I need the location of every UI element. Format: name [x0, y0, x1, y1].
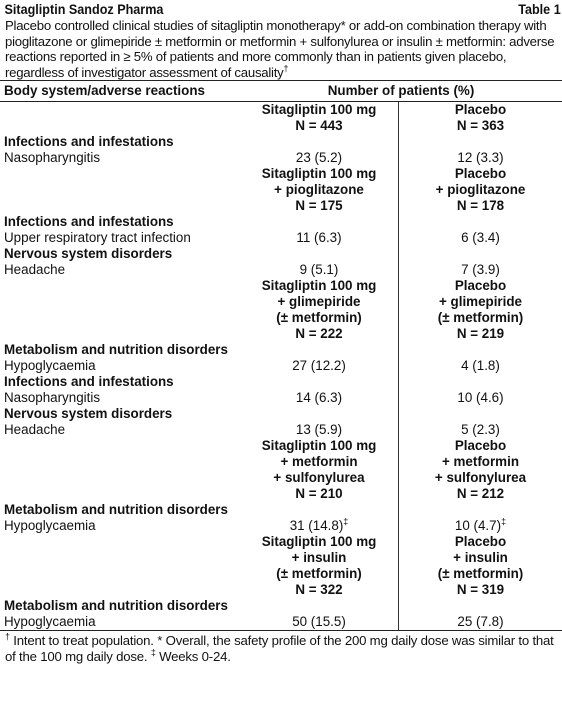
group-header-line: N = 319 [456, 582, 505, 597]
group-header-line: Sitagliptin 100 mg [261, 534, 377, 549]
sitagliptin-group-header [240, 166, 399, 214]
group-header-line: Placebo [454, 438, 507, 453]
system-organ-class-row [0, 374, 562, 390]
system-organ-class-row [0, 342, 562, 358]
adverse-reaction-row [0, 262, 562, 278]
patient-count: 31 (14.8) [289, 518, 344, 533]
system-organ-class-label: Metabolism and nutrition disorders [4, 598, 228, 613]
patient-count: 25 (7.8) [457, 614, 504, 629]
group-header-line: N = 322 [295, 582, 343, 597]
placebo-value-cell [399, 358, 562, 374]
footnote-text-2: Weeks 0-24. [155, 648, 231, 664]
adverse-reaction-label: Upper respiratory tract infection [4, 230, 191, 245]
placebo-group-header [399, 278, 562, 342]
empty-cell [240, 214, 399, 230]
adverse-reaction-label: Hypoglycaemia [4, 358, 96, 373]
adverse-reaction-row [0, 150, 562, 166]
empty-cell [399, 374, 562, 390]
placebo-value-cell [399, 150, 562, 166]
group-header-line: N = 443 [295, 118, 343, 133]
footnote-text-1: Intent to treat population. * Overall, the safety profile of the 200 mg daily dose was similar to that of the 100 mg daily dose. [5, 633, 554, 664]
placebo-value-cell [399, 422, 562, 438]
sitagliptin-value-cell [240, 422, 399, 438]
treatment-group-row [0, 102, 562, 135]
adverse-reaction-label: Nasopharyngitis [4, 150, 101, 165]
adverse-reaction-label: Headache [4, 262, 66, 277]
system-organ-class-row [0, 134, 562, 150]
sitagliptin-group-header [240, 278, 399, 342]
placebo-value-cell [399, 262, 562, 278]
sitagliptin-value-cell [240, 614, 399, 631]
treatment-group-row [0, 534, 562, 598]
group-header-line: (± metformin) [276, 566, 362, 581]
patient-count: 7 (3.9) [461, 262, 500, 277]
system-organ-class-label: Nervous system disorders [4, 406, 173, 421]
group-header-line: + metformin [280, 454, 358, 469]
treatment-group-row [0, 166, 562, 214]
empty-cell [0, 102, 240, 135]
adverse-reactions-table [0, 80, 562, 631]
system-organ-class-label: Metabolism and nutrition disorders [4, 502, 228, 517]
placebo-value-cell [399, 614, 562, 631]
system-organ-class-label: Infections and infestations [4, 214, 174, 229]
patient-count: 9 (5.1) [299, 262, 339, 277]
placebo-group-header [399, 102, 562, 135]
adverse-reaction-label: Headache [4, 422, 66, 437]
sitagliptin-value-cell [240, 518, 399, 534]
empty-cell [240, 374, 399, 390]
table-label: Table 1 [518, 1, 561, 17]
table-caption [0, 18, 562, 80]
patient-count: 13 (5.9) [295, 422, 343, 437]
group-header-line: N = 222 [295, 326, 343, 341]
patient-count: 50 (15.5) [292, 614, 346, 629]
column-header-body-system: Body system/adverse reactions [0, 81, 240, 102]
system-organ-class-row [0, 502, 562, 518]
patient-count: 27 (12.2) [292, 358, 346, 373]
sitagliptin-group-header [240, 534, 399, 598]
adverse-reaction-row [0, 614, 562, 631]
group-header-line: Placebo [454, 166, 507, 181]
placebo-group-header [399, 166, 562, 214]
patient-count: 5 (2.3) [461, 422, 500, 437]
empty-cell [240, 502, 399, 518]
group-header-line: (± metformin) [276, 310, 362, 325]
group-header-line: (± metformin) [437, 310, 524, 325]
system-organ-class-label: Metabolism and nutrition disorders [4, 342, 228, 357]
empty-cell [240, 246, 399, 262]
group-header-line: + glimepiride [277, 294, 361, 309]
sitagliptin-group-header [240, 438, 399, 502]
adverse-reaction-row [0, 390, 562, 406]
patient-count: 6 (3.4) [461, 230, 500, 245]
caption-text: Placebo controlled clinical studies of sitagliptin monotherapy* or add-on combination therapy with pioglitazone or glimepiride ± metformin or metformin + sulfonylurea or insulin ± metformin: adverse reactions reported in ≥ 5% of patients and more commonly than in patients given placebo, regardless of investigator assessment of causality [5, 18, 555, 80]
patient-count: 4 (1.8) [461, 358, 500, 373]
footnote [0, 631, 562, 666]
adverse-reaction-row [0, 518, 562, 534]
group-header-line: + sulfonylurea [273, 470, 365, 485]
group-header-line: Placebo [454, 278, 507, 293]
empty-cell [399, 406, 562, 422]
empty-cell [0, 438, 240, 502]
system-organ-class-label: Infections and infestations [4, 374, 174, 389]
placebo-value-cell [399, 230, 562, 246]
empty-cell [399, 134, 562, 150]
sitagliptin-value-cell [240, 390, 399, 406]
patient-count: 10 (4.6) [457, 390, 504, 405]
empty-cell [0, 166, 240, 214]
empty-cell [399, 598, 562, 614]
empty-cell [0, 534, 240, 598]
adverse-reaction-label: Hypoglycaemia [4, 518, 96, 533]
sitagliptin-group-header [240, 102, 399, 135]
group-header-line: Sitagliptin 100 mg [261, 166, 377, 181]
group-header-line: N = 363 [456, 118, 505, 133]
system-organ-class-row [0, 406, 562, 422]
system-organ-class-row [0, 598, 562, 614]
group-header-line: N = 219 [456, 326, 505, 341]
empty-cell [399, 342, 562, 358]
group-header-line: + pioglitazone [435, 182, 526, 197]
system-organ-class-row [0, 246, 562, 262]
placebo-group-header [399, 534, 562, 598]
patient-count: 23 (5.2) [295, 150, 343, 165]
patient-count: 11 (6.3) [296, 230, 342, 245]
empty-cell [240, 598, 399, 614]
sitagliptin-value-cell [240, 262, 399, 278]
table-body [0, 102, 562, 631]
empty-cell [240, 406, 399, 422]
group-header-line: + insulin [453, 550, 508, 565]
footnote-mark-dagger: † [5, 631, 10, 642]
adverse-reaction-label: Hypoglycaemia [0, 614, 240, 631]
treatment-group-row [0, 438, 562, 502]
group-header-line: + metformin [441, 454, 519, 469]
treatment-group-row [0, 278, 562, 342]
empty-cell [399, 246, 562, 262]
group-header-line: + sulfonylurea [434, 470, 527, 485]
system-organ-class-row [0, 214, 562, 230]
empty-cell [240, 342, 399, 358]
footnote-mark: ‡ [343, 516, 349, 527]
patient-count: 12 (3.3) [457, 150, 504, 165]
patient-count: 10 (4.7) [454, 518, 502, 533]
group-header-line: N = 210 [295, 486, 343, 501]
system-organ-class-label: Nervous system disorders [4, 246, 173, 261]
empty-cell [399, 502, 562, 518]
group-header-line: Sitagliptin 100 mg [261, 438, 377, 453]
placebo-value-cell [399, 518, 562, 534]
caption-footnote-mark: † [283, 63, 289, 74]
group-header-line: Sitagliptin 100 mg [261, 102, 377, 117]
adverse-reaction-row [0, 422, 562, 438]
group-header-line: N = 212 [456, 486, 505, 501]
patient-count: 14 (6.3) [295, 390, 343, 405]
system-organ-class-label: Infections and infestations [4, 134, 174, 149]
empty-cell [240, 134, 399, 150]
document-header [0, 0, 562, 18]
document-title: Sitagliptin Sandoz Pharma [4, 1, 164, 17]
footnote-mark-double-dagger: ‡ [150, 647, 156, 658]
adverse-reaction-row [0, 230, 562, 246]
sitagliptin-value-cell [240, 150, 399, 166]
group-header-line: + glimepiride [439, 294, 522, 309]
group-header-line: Placebo [454, 534, 507, 549]
group-header-line: + pioglitazone [274, 182, 364, 197]
placebo-group-header [399, 438, 562, 502]
footnote-mark: ‡ [501, 516, 507, 527]
group-header-line: (± metformin) [437, 566, 524, 581]
group-header-line: + insulin [291, 550, 347, 565]
group-header-line: Sitagliptin 100 mg [261, 278, 377, 293]
sitagliptin-value-cell [240, 358, 399, 374]
sitagliptin-value-cell [240, 230, 399, 246]
adverse-reaction-row [0, 358, 562, 374]
group-header-line: Placebo [454, 102, 507, 117]
adverse-reaction-label: Nasopharyngitis [4, 390, 101, 405]
empty-cell [0, 278, 240, 342]
empty-cell [399, 214, 562, 230]
group-header-line: N = 178 [456, 198, 505, 213]
column-header-number-of-patients: Number of patients (%) [240, 81, 562, 102]
group-header-line: N = 175 [295, 198, 343, 213]
placebo-value-cell [399, 390, 562, 406]
table-header-row [0, 81, 562, 102]
